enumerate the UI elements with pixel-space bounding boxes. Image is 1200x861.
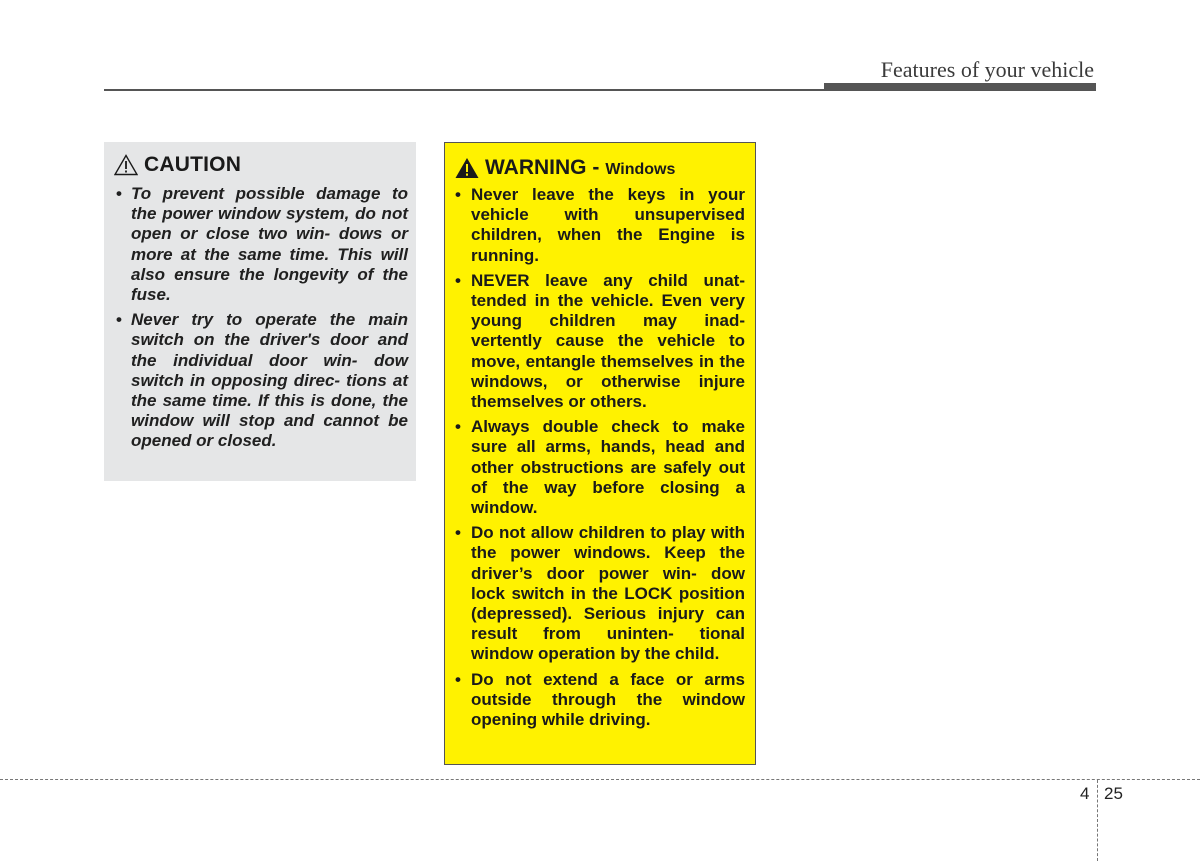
caution-triangle-icon	[114, 154, 138, 176]
warning-item: • Do not allow children to play with the power windows. Keep the driver’s door power win- dow lock switch in the LOCK position (depressed). Serious injury can result from uninten- tional window operation by the child.	[455, 523, 745, 664]
page-number: 25	[1104, 784, 1123, 803]
caution-box	[104, 142, 416, 481]
header-rule	[104, 89, 824, 91]
footer-rule	[0, 779, 1200, 780]
warning-item: • Do not extend a face or arms outside through the window opening while driving.	[455, 670, 745, 731]
warning-item: • NEVER leave any child unat- tended in the vehicle. Even very young children may inad- vertently cause the vehicle to move, entangle themselves in the windows, or otherwise injure themselves or others.	[455, 271, 745, 412]
chapter-number: 4	[1080, 784, 1090, 803]
warning-title: WARNING -	[485, 156, 600, 179]
caution-item: • To prevent possible damage to the power window system, do not open or close two win- dows or more at the same time. This will also ensure the longevity of the fuse.	[114, 184, 408, 305]
warning-box	[444, 142, 756, 765]
footer-divider	[1097, 780, 1098, 861]
caution-item: • Never try to operate the main switch on the driver's door and the individual door win- dow switch in opposing direc- tions at the same time. If this is done, the window will stop and cannot be opened or closed.	[114, 310, 408, 451]
section-header-title: Features of your vehicle	[880, 57, 1094, 82]
warning-subtitle: Windows	[605, 161, 676, 178]
warning-item: • Always double check to make sure all arms, hands, head and other obstructions are safely out of the way before closing a window.	[455, 417, 745, 518]
caution-title: CAUTION	[144, 153, 242, 176]
caution-list	[114, 184, 408, 452]
header-rule-accent	[824, 83, 1096, 91]
warning-triangle-icon	[455, 157, 479, 179]
warning-item: • Never leave the keys in your vehicle with unsupervised children, when the Engine is running.	[455, 185, 745, 266]
warning-heading	[455, 155, 745, 181]
warning-list	[455, 185, 745, 730]
caution-heading	[114, 152, 408, 178]
